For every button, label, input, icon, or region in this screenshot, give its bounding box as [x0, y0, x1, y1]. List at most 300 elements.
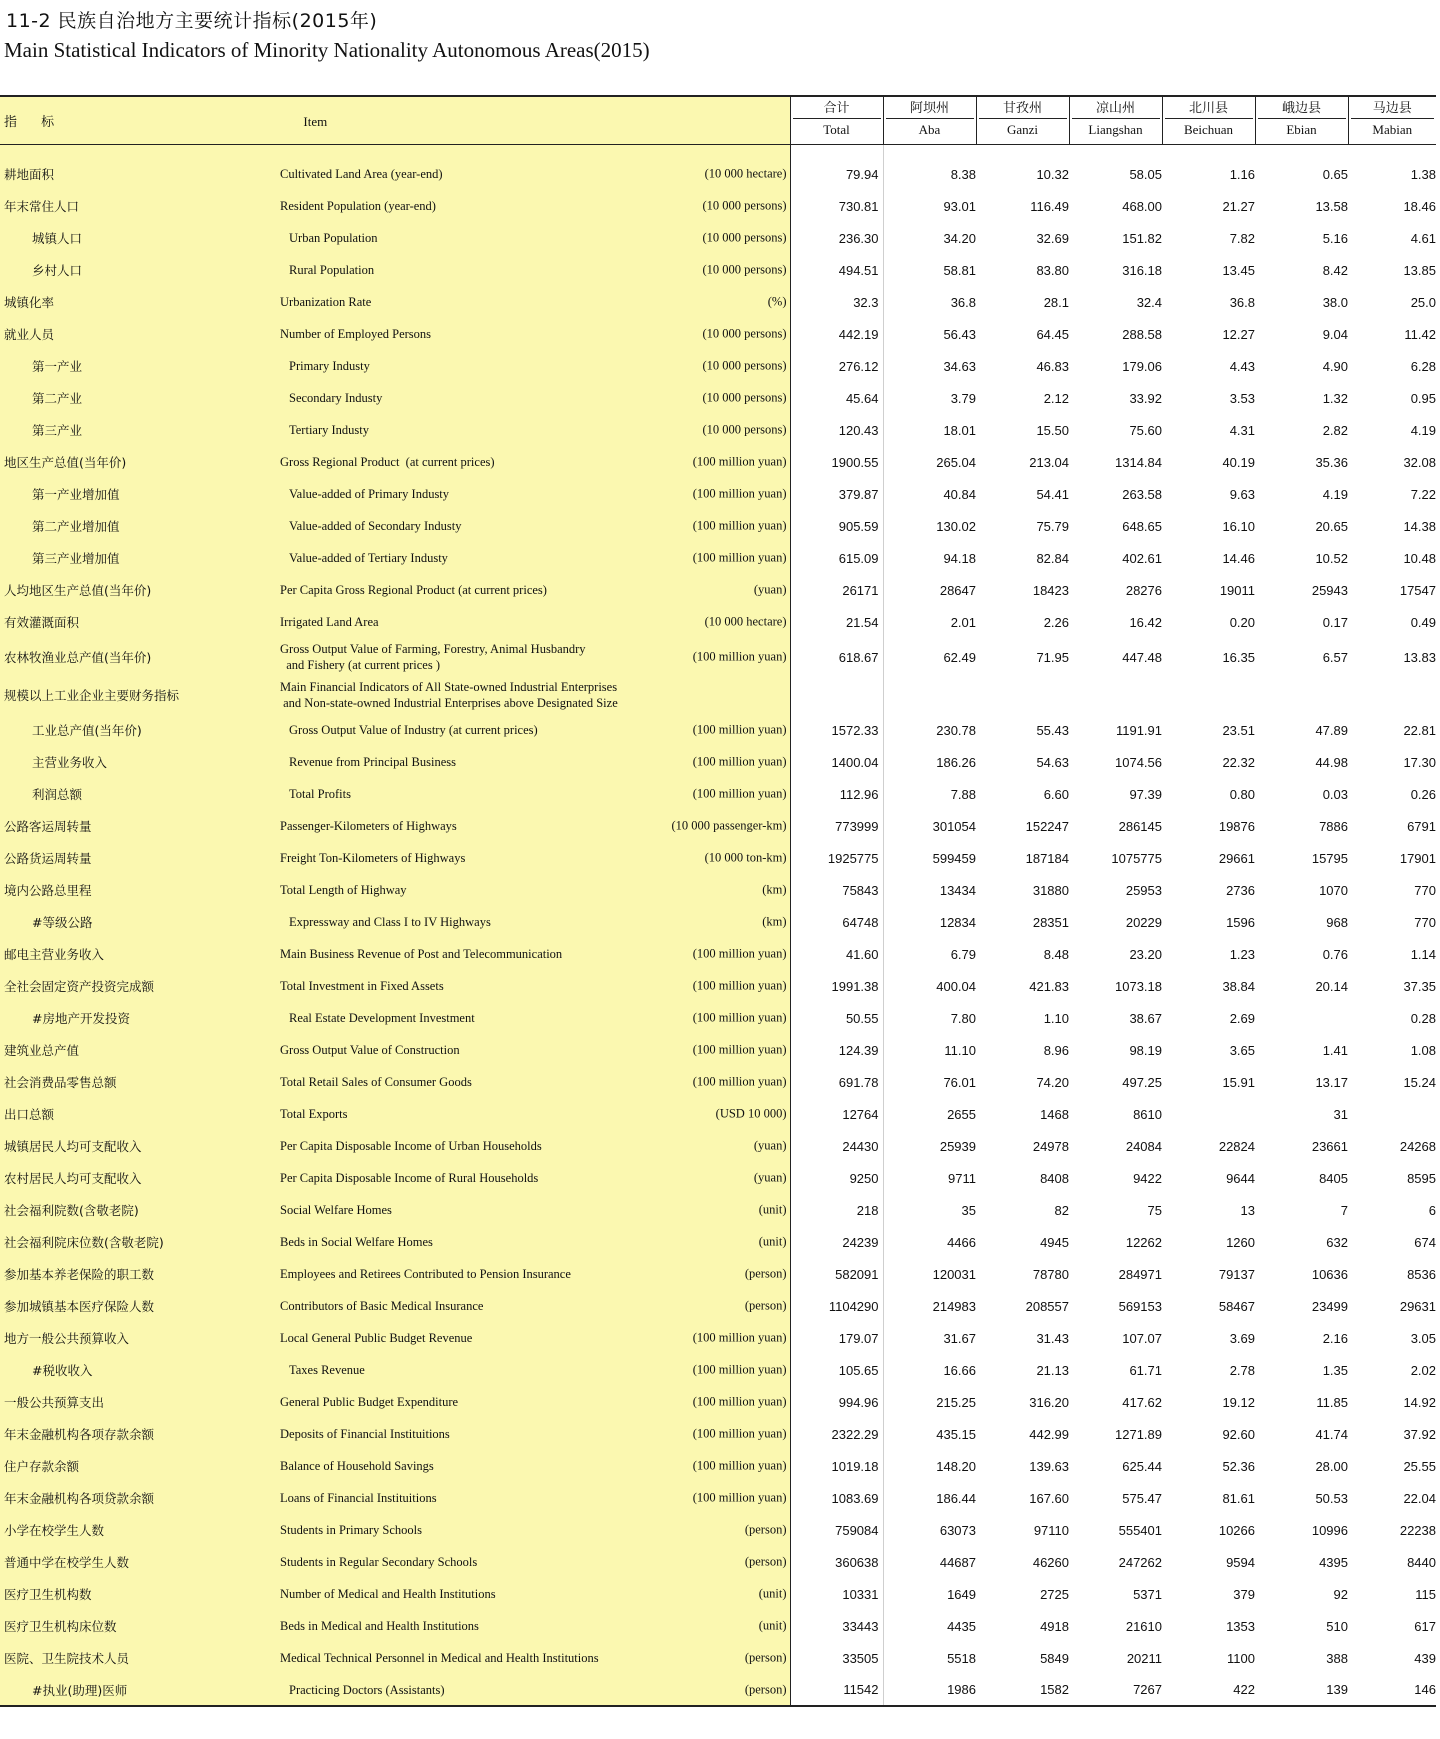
table-row: [0, 1002, 1436, 1034]
value-cell: 6.57: [1322, 649, 1348, 665]
value-cell: 0.26: [1410, 786, 1436, 802]
indicator-name-cn: 普通中学在校学生人数: [4, 1555, 130, 1570]
value-cell: 36.8: [950, 294, 976, 310]
value-cell: 615.09: [790, 542, 883, 574]
indicator-unit-en: (10 000 persons): [702, 262, 787, 277]
value-cell: 46260: [1032, 1554, 1069, 1570]
region-name-en: Beichuan: [1183, 122, 1234, 138]
value-cell: 25939: [939, 1138, 976, 1154]
value-cell: 22238: [1399, 1522, 1436, 1538]
value-cell: 44687: [939, 1554, 976, 1570]
value-cell: 8595: [1407, 1170, 1436, 1186]
indicator-cell: [0, 874, 790, 906]
indicator-cell: [0, 746, 790, 778]
indicator-name-en: Value-added of Secondary Industy: [289, 519, 462, 533]
value-cell: 29631: [1399, 1298, 1436, 1314]
value-cell: 79137: [1218, 1266, 1255, 1282]
indicator-cell: [0, 970, 790, 1002]
indicator-cell: [0, 1386, 790, 1418]
value-cell: 11.85: [1316, 1394, 1348, 1410]
indicator-unit-en: (100 million yuan): [692, 1426, 787, 1441]
table-row: [0, 810, 1436, 842]
region-name-en: Ebian: [1286, 122, 1317, 138]
value-cell: 22.04: [1403, 1490, 1436, 1506]
value-cell: 1070: [1319, 882, 1348, 898]
value-cell: 497.25: [1122, 1074, 1162, 1090]
value-cell: 35.36: [1315, 454, 1348, 470]
indicator-unit-en: (100 million yuan): [692, 1394, 787, 1409]
indicator-name-en: Irrigated Land Area: [280, 615, 379, 629]
indicator-cell: [0, 574, 790, 606]
indicator-name-en: Students in Regular Secondary Schools: [280, 1555, 478, 1569]
value-cell: 46.83: [1036, 358, 1069, 374]
value-cell: 0.20: [1229, 614, 1255, 630]
indicator-cell: [0, 810, 790, 842]
indicator-cell: [0, 542, 790, 574]
indicator-name-cn: 第三产业增加值: [32, 551, 120, 566]
indicator-unit-en: (unit): [758, 1586, 787, 1601]
value-cell: 24978: [1032, 1138, 1069, 1154]
value-cell: 263.58: [1122, 486, 1162, 502]
table-row: [0, 1418, 1436, 1450]
value-cell: 75.60: [1129, 422, 1162, 438]
value-cell: 47.89: [1315, 722, 1348, 738]
value-cell: 1986: [947, 1682, 976, 1697]
value-cell: 20229: [1125, 914, 1162, 930]
indicator-unit-en: (100 million yuan): [692, 754, 787, 769]
value-cell: 1596: [1226, 914, 1255, 930]
value-cell: 38.84: [1222, 978, 1255, 994]
table-row: [0, 254, 1436, 286]
indicator-cell: [0, 414, 790, 446]
indicator-cell: [0, 1226, 790, 1258]
value-cell: 13.17: [1315, 1074, 1348, 1090]
value-cell: 17547: [1399, 582, 1436, 598]
indicator-cell: [0, 1258, 790, 1290]
region-name-cn: 合计: [793, 99, 881, 119]
indicator-unit-en: (person): [744, 1266, 787, 1281]
indicator-unit-en: (%): [767, 294, 787, 309]
indicator-name-en: Total Profits: [289, 787, 351, 801]
value-cell: 37.35: [1403, 978, 1436, 994]
value-cell: 16.10: [1222, 518, 1255, 534]
indicator-name-en: Real Estate Development Investment: [289, 1011, 475, 1025]
indicator-cell: [0, 1610, 790, 1642]
table-title-english: Main Statistical Indicators of Minority Nationality Autonomous Areas(2015): [4, 38, 650, 62]
value-cell: 1271.89: [1115, 1426, 1162, 1442]
value-cell: 5518: [947, 1650, 976, 1666]
value-cell: 674: [1414, 1234, 1436, 1250]
value-cell: 56.43: [943, 326, 976, 342]
indicator-name-cn: 年末金融机构各项贷款余额: [4, 1491, 155, 1506]
indicator-unit-en: (10 000 persons): [702, 198, 787, 213]
value-cell: 13.83: [1403, 649, 1436, 665]
value-cell: 54.63: [1036, 754, 1069, 770]
indicator-name-en: Students in Primary Schools: [280, 1523, 423, 1537]
indicator-unit-en: (10 000 persons): [702, 390, 787, 405]
indicator-cell: [0, 1066, 790, 1098]
value-cell: 50.53: [1315, 1490, 1348, 1506]
value-cell: 4.19: [1410, 422, 1436, 438]
value-cell: 9594: [1226, 1554, 1255, 1570]
indicator-unit-en: (100 million yuan): [692, 786, 787, 801]
indicator-unit-en: (100 million yuan): [692, 1362, 787, 1377]
value-cell: 3.69: [1229, 1330, 1255, 1346]
value-cell: 62.49: [943, 649, 976, 665]
indicator-unit-en: (10 000 persons): [702, 358, 787, 373]
value-cell: 13.45: [1222, 262, 1255, 278]
indicator-cell: [0, 1450, 790, 1482]
table-row: [0, 1130, 1436, 1162]
indicator-unit-en: (unit): [758, 1234, 787, 1249]
indicator-name-en: Urbanization Rate: [280, 295, 372, 309]
value-cell: [790, 676, 883, 714]
value-cell: 1582: [1040, 1682, 1069, 1697]
value-cell: 569153: [1118, 1298, 1162, 1314]
value-cell: 288.58: [1122, 326, 1162, 342]
value-cell: 5.16: [1322, 230, 1348, 246]
value-cell: 22.32: [1222, 754, 1255, 770]
value-cell: 8.96: [1043, 1042, 1069, 1058]
value-cell: 34.63: [943, 358, 976, 374]
value-cell: 146: [1414, 1682, 1436, 1697]
value-cell: 25.0: [1410, 294, 1436, 310]
indicator-name-cn: 乡村人口: [32, 263, 83, 278]
indicator-name-cn: 邮电主营业务收入: [4, 947, 105, 962]
indicator-unit-en: (10 000 persons): [702, 230, 787, 245]
indicator-name-cn: 全社会固定资产投资完成额: [4, 979, 155, 994]
indicator-name-en: Deposits of Financial Instituitions: [280, 1427, 450, 1441]
value-cell: 4.31: [1229, 422, 1255, 438]
region-name-cn: 马边县: [1351, 99, 1435, 119]
indicator-cell: [0, 1418, 790, 1450]
indicator-name-en: Contributors of Basic Medical Insurance: [280, 1299, 484, 1313]
value-cell: 1.23: [1229, 946, 1255, 962]
value-cell: 582091: [790, 1258, 883, 1290]
header-indicator-label: 指 标: [4, 114, 65, 130]
value-cell: 24239: [790, 1226, 883, 1258]
value-cell: 21.27: [1222, 198, 1255, 214]
indicator-name-cn: 年末金融机构各项存款余额: [4, 1427, 155, 1442]
value-cell: 214983: [932, 1298, 976, 1314]
table-row: [0, 1034, 1436, 1066]
value-cell: 16.42: [1129, 614, 1162, 630]
indicator-cell: [0, 1130, 790, 1162]
value-cell: 1.16: [1229, 166, 1255, 182]
value-cell: 1.38: [1410, 166, 1436, 182]
indicator-name-en: Expressway and Class I to IV Highways: [289, 915, 491, 929]
indicator-name-en: Beds in Medical and Health Institutions: [280, 1619, 479, 1633]
value-cell: [976, 676, 1069, 714]
value-cell: 18.01: [943, 422, 976, 438]
value-cell: 24268: [1399, 1138, 1436, 1154]
value-cell: 10.48: [1403, 550, 1436, 566]
value-cell: 17.30: [1403, 754, 1436, 770]
value-cell: 71.95: [1036, 649, 1069, 665]
indicator-unit-en: (100 million yuan): [692, 486, 787, 501]
table-row: [0, 510, 1436, 542]
indicator-cell: [0, 714, 790, 746]
value-cell: 3.79: [950, 390, 976, 406]
value-cell: 421.83: [1029, 978, 1069, 994]
indicator-name-en: Passenger-Kilometers of Highways: [280, 819, 457, 833]
table-row: [0, 676, 1436, 714]
indicator-name-en: Rural Population: [289, 263, 375, 277]
indicator-cell: [0, 1002, 790, 1034]
value-cell: 32.08: [1403, 454, 1436, 470]
table-row: [0, 1290, 1436, 1322]
value-cell: 24084: [1125, 1138, 1162, 1154]
value-cell: 58.05: [1129, 166, 1162, 182]
value-cell: 36.8: [1229, 294, 1255, 310]
value-cell: 24430: [790, 1130, 883, 1162]
value-cell: 213.04: [1029, 454, 1069, 470]
value-cell: 15.24: [1403, 1074, 1436, 1090]
value-cell: 8536: [1407, 1266, 1436, 1282]
table-row: [0, 1578, 1436, 1610]
value-cell: 22.81: [1403, 722, 1436, 738]
region-name-cn: 阿坝州: [886, 99, 974, 119]
indicator-unit-en: (yuan): [753, 582, 787, 597]
indicator-cell: [0, 222, 790, 254]
value-cell: 5849: [1040, 1650, 1069, 1666]
value-cell: 61.71: [1129, 1362, 1162, 1378]
indicator-name-cn: 社会消费品零售总额: [4, 1075, 117, 1090]
value-cell: 435.15: [936, 1426, 976, 1442]
value-cell: 8610: [1133, 1106, 1162, 1122]
value-cell: 33.92: [1129, 390, 1162, 406]
value-cell: 7.80: [950, 1010, 976, 1026]
indicator-name-en: General Public Budget Expenditure: [280, 1395, 459, 1409]
value-cell: [1162, 676, 1255, 714]
value-cell: 38.67: [1129, 1010, 1162, 1026]
value-cell: 50.55: [790, 1002, 883, 1034]
value-cell: 15795: [1311, 850, 1348, 866]
indicator-unit-en: (10 000 persons): [702, 326, 787, 341]
value-cell: 1991.38: [790, 970, 883, 1002]
indicator-name-cn: 医疗卫生机构床位数: [4, 1619, 117, 1634]
indicator-name-cn: 工业总产值(当年价): [32, 723, 142, 738]
value-cell: 75: [1147, 1202, 1162, 1218]
value-cell: 28.1: [1043, 294, 1069, 310]
indicator-name-cn: 出口总额: [4, 1107, 55, 1122]
header-region-mabian: [1348, 96, 1436, 144]
indicator-unit-en: (10 000 ton-km): [704, 850, 787, 865]
value-cell: 6.79: [950, 946, 976, 962]
table-row: [0, 606, 1436, 638]
value-cell: 510: [1326, 1618, 1348, 1634]
value-cell: 648.65: [1122, 518, 1162, 534]
indicator-unit-en: (10 000 hectare): [704, 166, 787, 181]
value-cell: 20211: [1126, 1650, 1162, 1666]
value-cell: 1075775: [1111, 850, 1162, 866]
table-row: [0, 222, 1436, 254]
value-cell: 4435: [947, 1618, 976, 1634]
indicator-name-en: Total Length of Highway: [280, 883, 407, 897]
value-cell: 2.01: [950, 614, 976, 630]
indicator-name-en: Per Capita Disposable Income of Rural Households: [280, 1171, 539, 1185]
value-cell: 79.94: [790, 144, 883, 190]
indicator-name-en: Primary Industy: [289, 359, 370, 373]
value-cell: [1255, 1002, 1348, 1034]
value-cell: 7.82: [1229, 230, 1255, 246]
indicator-name-cn: 城镇化率: [4, 295, 55, 310]
indicator-name-cn: 第三产业: [32, 423, 83, 438]
value-cell: 17901: [1399, 850, 1436, 866]
value-cell: 115: [1415, 1586, 1436, 1602]
value-cell: 124.39: [790, 1034, 883, 1066]
value-cell: 28351: [1032, 914, 1069, 930]
value-cell: 5371: [1133, 1586, 1162, 1602]
value-cell: 40.19: [1222, 454, 1255, 470]
value-cell: 0.76: [1322, 946, 1348, 962]
indicator-cell: [0, 286, 790, 318]
table-row: [0, 874, 1436, 906]
value-cell: 40.84: [943, 486, 976, 502]
indicator-name-cn: 公路货运周转量: [4, 851, 92, 866]
table-row: [0, 286, 1436, 318]
value-cell: 1.32: [1322, 390, 1348, 406]
indicator-name-en: Employees and Retirees Contributed to Pension Insurance: [280, 1267, 571, 1281]
region-name-en: Total: [823, 122, 850, 138]
value-cell: 468.00: [1122, 198, 1162, 214]
value-cell: 236.30: [790, 222, 883, 254]
indicator-cell: [0, 842, 790, 874]
value-cell: 23.20: [1129, 946, 1162, 962]
indicator-name-en: Total Exports: [280, 1107, 348, 1121]
value-cell: 1083.69: [790, 1482, 883, 1514]
indicator-cell: [0, 1482, 790, 1514]
table-row: [0, 906, 1436, 938]
value-cell: 9711: [948, 1170, 976, 1186]
value-cell: 10.52: [1315, 550, 1348, 566]
value-cell: 74.20: [1036, 1074, 1069, 1090]
value-cell: 16.35: [1222, 649, 1255, 665]
value-cell: 45.64: [790, 382, 883, 414]
value-cell: 8.42: [1322, 262, 1348, 278]
indicator-cell: [0, 1514, 790, 1546]
table-row: [0, 1258, 1436, 1290]
value-cell: 2.12: [1043, 390, 1069, 406]
value-cell: 1400.04: [790, 746, 883, 778]
value-cell: 12764: [790, 1098, 883, 1130]
region-name-cn: 甘孜州: [979, 99, 1067, 119]
indicator-cell: [0, 606, 790, 638]
indicator-cell: [0, 1322, 790, 1354]
indicator-name-cn: 医院、卫生院技术人员: [4, 1651, 130, 1666]
indicator-cell: [0, 1674, 790, 1706]
value-cell: [1162, 1098, 1255, 1130]
value-cell: 33505: [790, 1642, 883, 1674]
value-cell: 599459: [932, 850, 976, 866]
header-region-aba: [883, 96, 976, 144]
value-cell: 1.10: [1043, 1010, 1069, 1026]
value-cell: 29661: [1218, 850, 1255, 866]
indicator-name-en: Balance of Household Savings: [280, 1459, 434, 1473]
indicator-unit-en: (100 million yuan): [692, 518, 787, 533]
value-cell: 215.25: [936, 1394, 976, 1410]
indicator-cell: [0, 318, 790, 350]
value-cell: [1255, 676, 1348, 714]
value-cell: 148.20: [936, 1458, 976, 1474]
indicator-unit-en: (10 000 persons): [702, 422, 787, 437]
value-cell: 6.28: [1410, 358, 1436, 374]
indicator-cell: [0, 1354, 790, 1386]
table-row: [0, 478, 1436, 510]
value-cell: 8440: [1407, 1554, 1436, 1570]
value-cell: 7: [1340, 1202, 1348, 1218]
value-cell: 6791: [1407, 818, 1436, 834]
table-row: [0, 1450, 1436, 1482]
table-row: [0, 638, 1436, 676]
indicator-unit-en: (100 million yuan): [692, 454, 787, 469]
indicator-name-en: Total Investment in Fixed Assets: [280, 979, 444, 993]
value-cell: 11.10: [944, 1042, 976, 1058]
indicator-name-cn: 城镇居民人均可支配收入: [4, 1139, 142, 1154]
table-row: [0, 746, 1436, 778]
value-cell: 20.14: [1315, 978, 1348, 994]
indicator-name-en: Value-added of Primary Industy: [289, 487, 450, 501]
header-region-ganzi: [976, 96, 1069, 144]
indicator-cell: [0, 1642, 790, 1674]
region-name-cn: 凉山州: [1072, 99, 1160, 119]
indicator-name-cn: 住户存款余额: [4, 1459, 80, 1474]
indicator-name-en: Per Capita Gross Regional Product (at current prices): [280, 583, 547, 597]
indicator-unit-en: (100 million yuan): [692, 649, 787, 664]
indicator-unit-en: (100 million yuan): [692, 1074, 787, 1089]
value-cell: 4.61: [1410, 230, 1436, 246]
value-cell: 37.92: [1403, 1426, 1436, 1442]
indicator-name-en: Local General Public Budget Revenue: [280, 1331, 473, 1345]
value-cell: 32.69: [1036, 230, 1069, 246]
table-row: [0, 382, 1436, 414]
indicator-name-en: Resident Population (year-end): [280, 199, 436, 213]
indicator-cell: [0, 1290, 790, 1322]
indicator-name-en: Revenue from Principal Business: [289, 755, 456, 769]
value-cell: 10331: [790, 1578, 883, 1610]
value-cell: 2655: [947, 1106, 976, 1122]
header-item-label: Item: [303, 113, 328, 129]
value-cell: 388: [1326, 1650, 1348, 1666]
value-cell: 1925775: [790, 842, 883, 874]
indicator-unit-en: (USD 10 000): [715, 1106, 787, 1121]
value-cell: 301054: [932, 818, 976, 834]
value-cell: 1100: [1227, 1650, 1255, 1666]
region-name-en: Ganzi: [1006, 122, 1039, 138]
value-cell: 2.69: [1229, 1010, 1255, 1026]
value-cell: 6: [1428, 1202, 1436, 1218]
value-cell: 618.67: [790, 638, 883, 676]
value-cell: 4466: [947, 1234, 976, 1250]
table-row: [0, 574, 1436, 606]
indicator-unit-en: (yuan): [753, 1138, 787, 1153]
value-cell: 187184: [1025, 850, 1069, 866]
value-cell: 21.13: [1036, 1362, 1069, 1378]
value-cell: 1191.91: [1115, 722, 1162, 738]
value-cell: 97110: [1033, 1522, 1069, 1538]
indicator-name-cn: #税收收入: [32, 1363, 93, 1378]
indicator-unit-en: (100 million yuan): [692, 978, 787, 993]
value-cell: 1.14: [1410, 946, 1436, 962]
value-cell: 2725: [1040, 1586, 1069, 1602]
indicator-name-en: Practicing Doctors (Assistants): [289, 1682, 445, 1697]
value-cell: 2736: [1226, 882, 1255, 898]
value-cell: 360638: [790, 1546, 883, 1578]
value-cell: 152247: [1025, 818, 1069, 834]
value-cell: 18.46: [1403, 198, 1436, 214]
value-cell: 8.48: [1043, 946, 1069, 962]
indicator-name-cn: 第二产业: [32, 391, 83, 406]
